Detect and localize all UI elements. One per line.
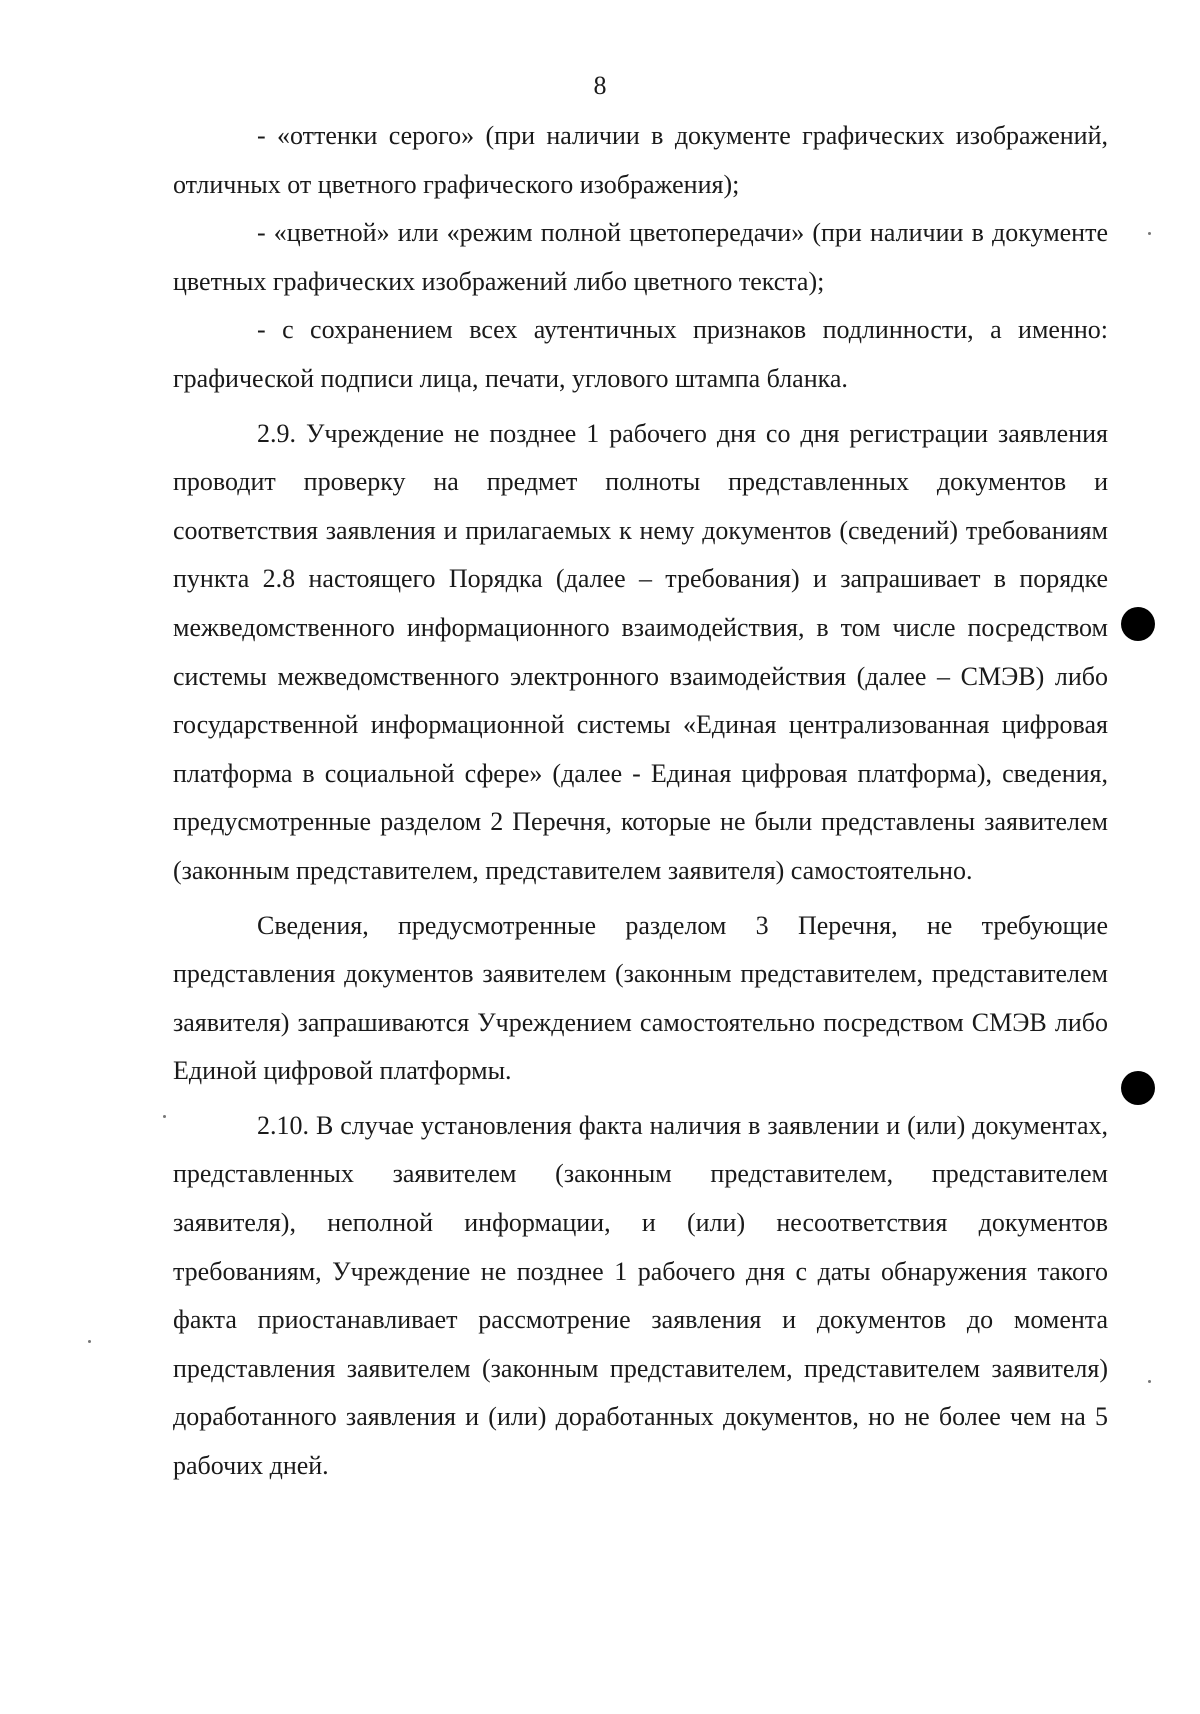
scan-speck [163, 1115, 166, 1118]
scan-speck [1148, 1380, 1151, 1383]
punch-hole-mark [1121, 1071, 1155, 1105]
scan-speck [88, 1340, 91, 1343]
paragraph-section-3-info: Сведения, предусмотренные разделом 3 Перечня, не требующие представления документов заявителем (законным представителем, представителем заявителя) запрашиваются Учреждением самостоятельно посредством СМЭВ либо Единой цифровой платформы. [173, 910, 1108, 1086]
paragraph-authenticity: - с сохранением всех аутентичных признаков подлинности, а именно: графической подписи лица, печати, углового штампа бланка. [173, 315, 1108, 393]
scan-speck [1148, 232, 1151, 235]
paragraph-clause-2-10: 2.10. В случае установления факта наличия в заявлении и (или) документах, представленных заявителем (законным представителем, представителем заявителя), неполной информации, и (или) несоответствия документов требованиям, Учреждение не позднее 1 рабочего дня с даты обнаружения такого факта приостанавливает рассмотрение заявления и документов до момента представления заявителем (законным представителем, представителем заявителя) доработанного заявления и (или) доработанных документов, но не более чем на 5 рабочих дней. [173, 1110, 1108, 1481]
paragraph-clause-2-9: 2.9. Учреждение не позднее 1 рабочего дня со дня регистрации заявления проводит проверку на предмет полноты представленных документов и соответствия заявления и прилагаемых к нему документов (сведений) требованиям пункта 2.8 настоящего Порядка (далее – требования) и запрашивает в порядке межведомственного информационного взаимодействия, в том числе посредством системы межведомственного электронного взаимодействия (далее – СМЭВ) либо государственной информационной системы «Единая централизованная цифровая платформа в социальной сфере» (далее - Единая цифровая платформа), сведения, предусмотренные разделом 2 Перечня, которые не были представлены заявителем (законным представителем, представителем заявителя) самостоятельно. [173, 418, 1108, 885]
page-number: 8 [593, 71, 607, 100]
punch-hole-mark [1121, 607, 1155, 641]
document-body [173, 112, 1108, 1491]
paragraph-grayscale: - «оттенки серого» (при наличии в документе графических изображений, отличных от цветного графического изображения); [173, 121, 1108, 199]
paragraph-color-mode: - «цветной» или «режим полной цветопередачи» (при наличии в документе цветных графических изображений либо цветного текста); [173, 218, 1108, 296]
